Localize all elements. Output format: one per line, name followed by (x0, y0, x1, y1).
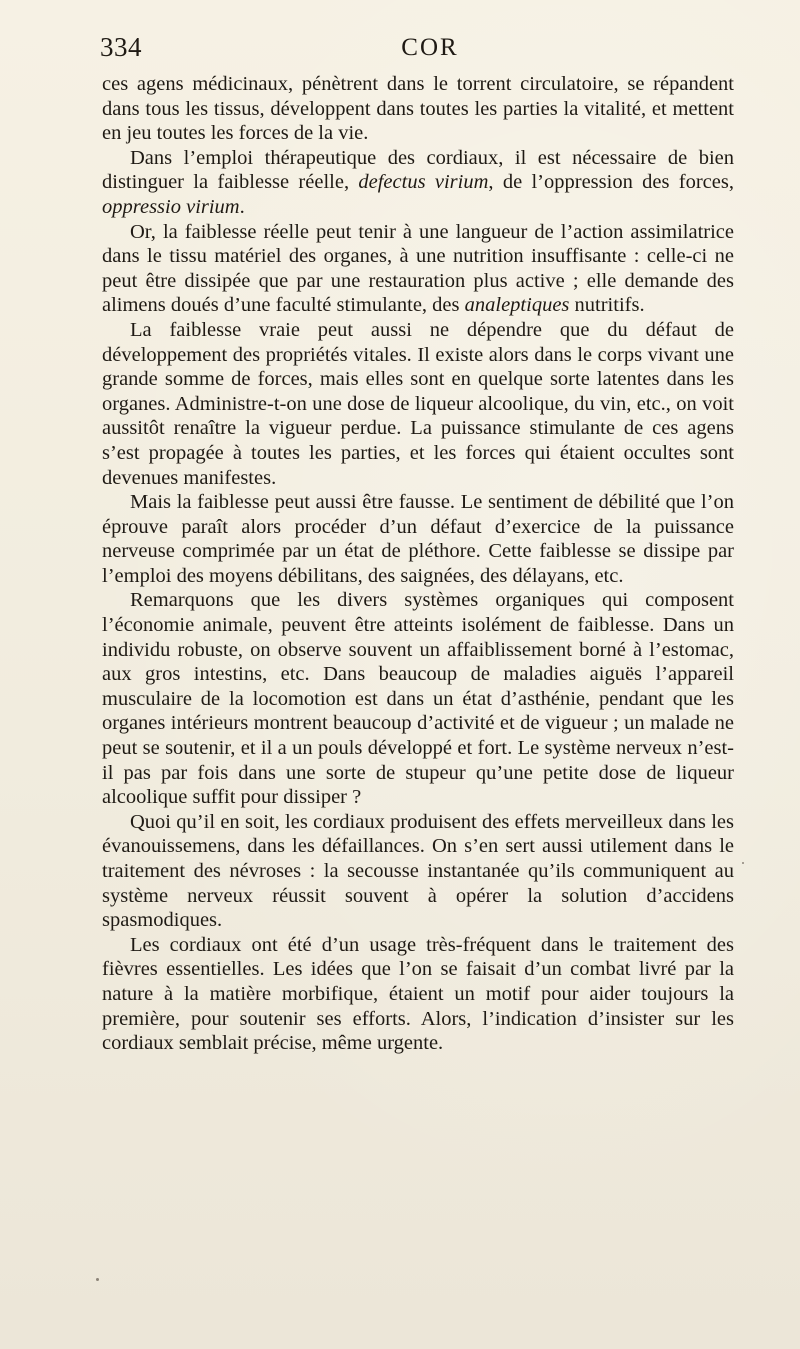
paper-speck (742, 862, 744, 864)
page-header (100, 30, 740, 70)
italic-term: defectus virium (358, 171, 489, 194)
paragraph (102, 146, 734, 220)
page-number: 334 (100, 32, 142, 62)
text-run: ces agens médicinaux, pénètrent dans le torrent circulatoire, se répandent dans tous les tissus, développent dans toutes les parties la vitalité, et mettent en jeu toutes les forces de la vie. (102, 73, 734, 145)
text-run: . (239, 195, 245, 218)
text-run: Remarquons que les divers systèmes organiques qui composent l’économie animale, peuvent être atteints isolément de faiblesse. Dans un individu robuste, on observe souvent un affaiblissement borné à l’estomac, aux gros intestins, etc. Dans beaucoup de maladies aiguës l’appareil musculaire de la locomotion est dans un état d’asthénie, pendant que les organes intérieurs montrent beaucoup d’activité et de vigueur ; un malade ne peut se soutenir, et il a un pouls développé et fort. Le système nerveux n’est-il pas par fois dans une sorte de stupeur qu’une petite dose de liqueur alcoolique suffit pour dissiper ? (102, 589, 734, 809)
italic-term: oppressio virium (102, 195, 240, 218)
paragraph (102, 588, 734, 809)
text-run: , de l’oppression des forces, (488, 171, 734, 194)
text-run: Or, la faiblesse réelle peut tenir à une langueur de l’action assimilatrice dans le tissu matériel des organes, à une nutrition insuffisante : celle-ci ne peut être dissipée que par une restauration plus active ; elle demande des alimens doués d’une faculté stimulante, des (102, 220, 734, 317)
paragraph (102, 933, 734, 1056)
text-run: Mais la faiblesse peut aussi être fausse. Le sentiment de débilité que l’on éprouve paraît alors procéder d’un défaut d’exercice de la puissance nerveuse comprimée par un état de pléthore. Cette faiblesse se dissipe par l’emploi des moyens débilitans, des saignées, des délayans, etc. (102, 491, 734, 587)
paragraph (102, 490, 734, 588)
paper-speck (96, 1278, 99, 1281)
text-run: Dans l’emploi thérapeutique des cordiaux, il est nécessaire de bien distinguer la faiblesse réelle, (102, 146, 734, 194)
text-run: Quoi qu’il en soit, les cordiaux produisent des effets merveilleux dans les évanouissemens, dans les défaillances. On s’en sert aussi utilement dans le traitement des névroses : la secousse instantanée qu’ils communiquent au système nerveux réussit souvent à opérer la solution d’accidens spasmodiques. (102, 810, 734, 932)
paragraph (102, 72, 734, 146)
paragraph (102, 810, 734, 933)
text-run: Les cordiaux ont été d’un usage très-fréquent dans le traitement des fièvres essentielles. Les idées que l’on se faisait d’un combat livré par la nature à la matière morbifique, étaient un motif pour aider toujours la première, pour soutenir ses efforts. Alors, l’indication d’insister sur les cordiaux semblait précise, même urgente. (102, 933, 734, 1055)
italic-term: analeptiques (464, 294, 570, 317)
body-text (102, 72, 734, 1056)
paragraph (102, 220, 734, 318)
text-run: nutritifs. (569, 294, 645, 317)
text-run: La faiblesse vraie peut aussi ne dépendre que du défaut de développement des propriétés vitales. Il existe alors dans le corps vivant une grande somme de forces, mais elles sont en quelque sorte latentes dans les organes. Administre-t-on une dose de liqueur alcoolique, du vin, etc., on voit aussitôt renaître la vigueur perdue. La puissance stimulante de ces agens s’est propagée à toutes les parties, et les forces qui étaient occultes sont devenues manifestes. (102, 318, 734, 489)
running-head: COR (401, 34, 459, 61)
paragraph (102, 318, 734, 490)
